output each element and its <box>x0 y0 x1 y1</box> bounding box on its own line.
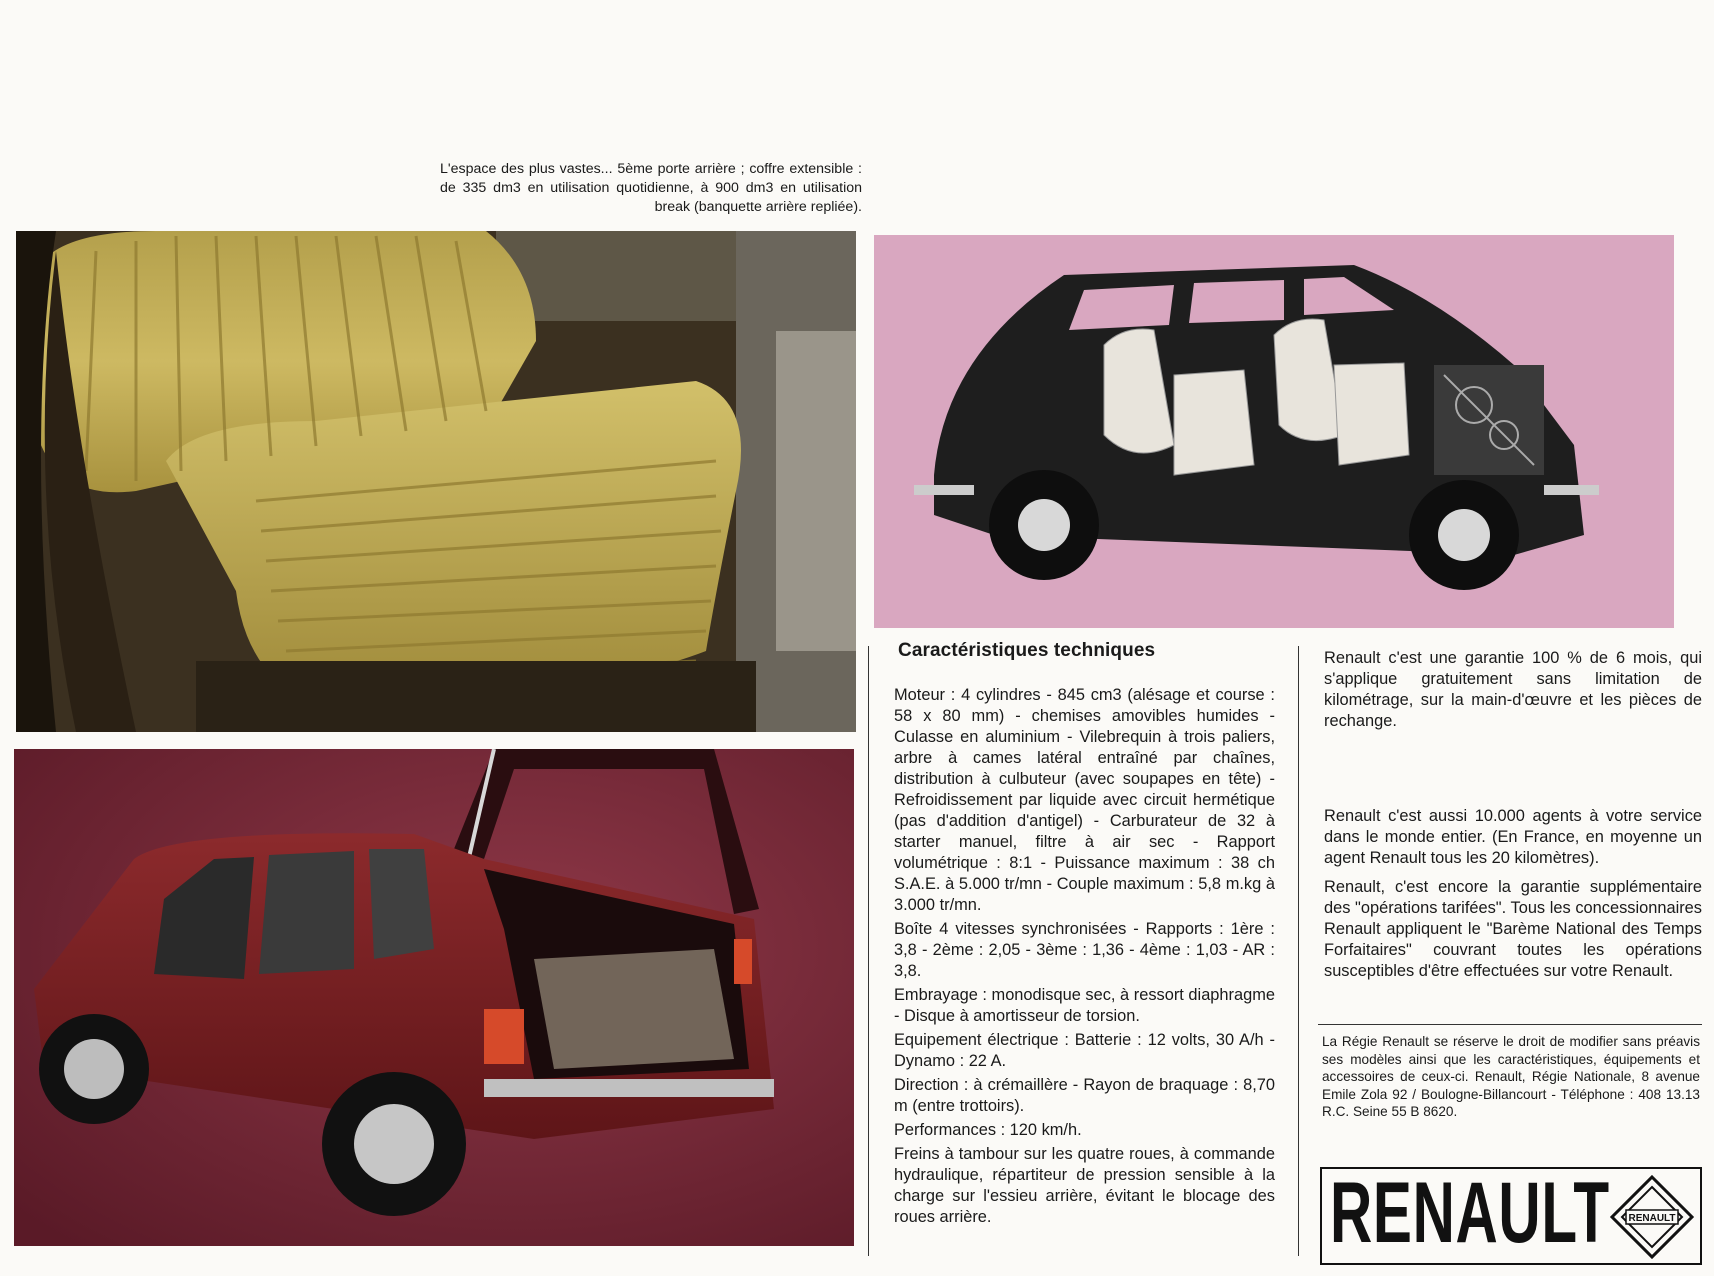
legal-divider <box>1318 1024 1702 1025</box>
column-divider-right <box>1298 646 1299 1256</box>
specs-title: Caractéristiques techniques <box>898 640 1156 661</box>
column-divider-left <box>868 646 869 1256</box>
spec-freins: Freins à tambour sur les quatre roues, à commande hydraulique, répartiteur de pression sensible à la charge sur l'essieu arrière, évitant le blocage des roues arrière. <box>894 1145 1275 1226</box>
operations-paragraph: Renault, c'est encore la garantie supplémentaire des "opérations tarifées". Tous les concessionnaires Renault appliquent le "Barème National des Temps Forfaitaires" couvrant toutes les opérations susceptibles d'être effectuées sur votre Renault. <box>1324 878 1702 980</box>
spec-embrayage: Embrayage : monodisque sec, à ressort diaphragme - Disque à amortisseur de torsion. <box>894 986 1275 1025</box>
renault-badge-text: RENAULT <box>1628 1213 1676 1224</box>
spec-performances: Performances : 120 km/h. <box>894 1121 1082 1139</box>
guarantee-paragraph: Renault c'est une garantie 100 % de 6 mois, qui s'applique gratuitement sans limitation de kilométrage, sur la main-d'œuvre et les pièces de rechange. <box>1324 649 1702 730</box>
spec-electrique: Equipement électrique : Batterie : 12 volts, 30 A/h - Dynamo : 22 A. <box>894 1031 1275 1070</box>
car-rear-hatch-photo <box>14 749 854 1246</box>
spec-boite: Boîte 4 vitesses synchronisées - Rapports : 1ère : 3,8 - 2ème : 2,05 - 3ème : 1,36 - 4ème : 1,03 - AR : 3,8. <box>894 920 1275 980</box>
photo-caption: L'espace des plus vastes... 5ème porte arrière ; coffre extensible : de 335 dm3 en utilisation quotidienne, à 900 dm3 en utilisation break (banquette arrière repliée). <box>440 161 862 215</box>
technical-specs <box>894 640 1275 1231</box>
guarantee-text <box>1324 648 1702 982</box>
spec-direction: Direction : à crémaillère - Rayon de braquage : 8,70 m (entre trottoirs). <box>894 1076 1275 1115</box>
spec-moteur: Moteur : 4 cylindres - 845 cm3 (alésage et course : 58 x 80 mm) - chemises amovibles humides - Culasse en aluminium - Vilebrequin à trois paliers, arbre à cames latéral entraîné par chaînes, distribution à culbuteur (avec soupapes en tête) - Refroidissement par liquide avec circuit hermétique (pas d'addition d'antigel) - Carburateur de 32 à starter manuel, filtre à air sec - Rapport volumétrique : 8:1 - Puissance maximum : 38 ch S.A.E. à 5.000 tr/mn - Couple maximum : 5,8 m.kg à 3.000 tr/mn. <box>894 686 1275 914</box>
renault-wordmark: RENAULT <box>1330 1165 1610 1261</box>
rear-seat-photo <box>16 231 856 732</box>
renault-logo <box>1320 1167 1702 1265</box>
renault-diamond-icon <box>1610 1175 1694 1259</box>
legal-notice: La Régie Renault se réserve le droit de modifier sans préavis ses modèles ainsi que les caractéristiques, équipements et accessoires de ceux-ci. Renault, Régie Nationale, 8 avenue Emile Zola 92 / Boulogne-Billancourt - Téléphone : 408 13.13 R.C. Seine 55 B 8620. <box>1322 1034 1700 1119</box>
agents-paragraph: Renault c'est aussi 10.000 agents à votre service dans le monde entier. (En France, en moyenne un agent Renault tous les 20 kilomètres). <box>1324 807 1702 867</box>
car-cutaway-illustration <box>874 235 1674 628</box>
